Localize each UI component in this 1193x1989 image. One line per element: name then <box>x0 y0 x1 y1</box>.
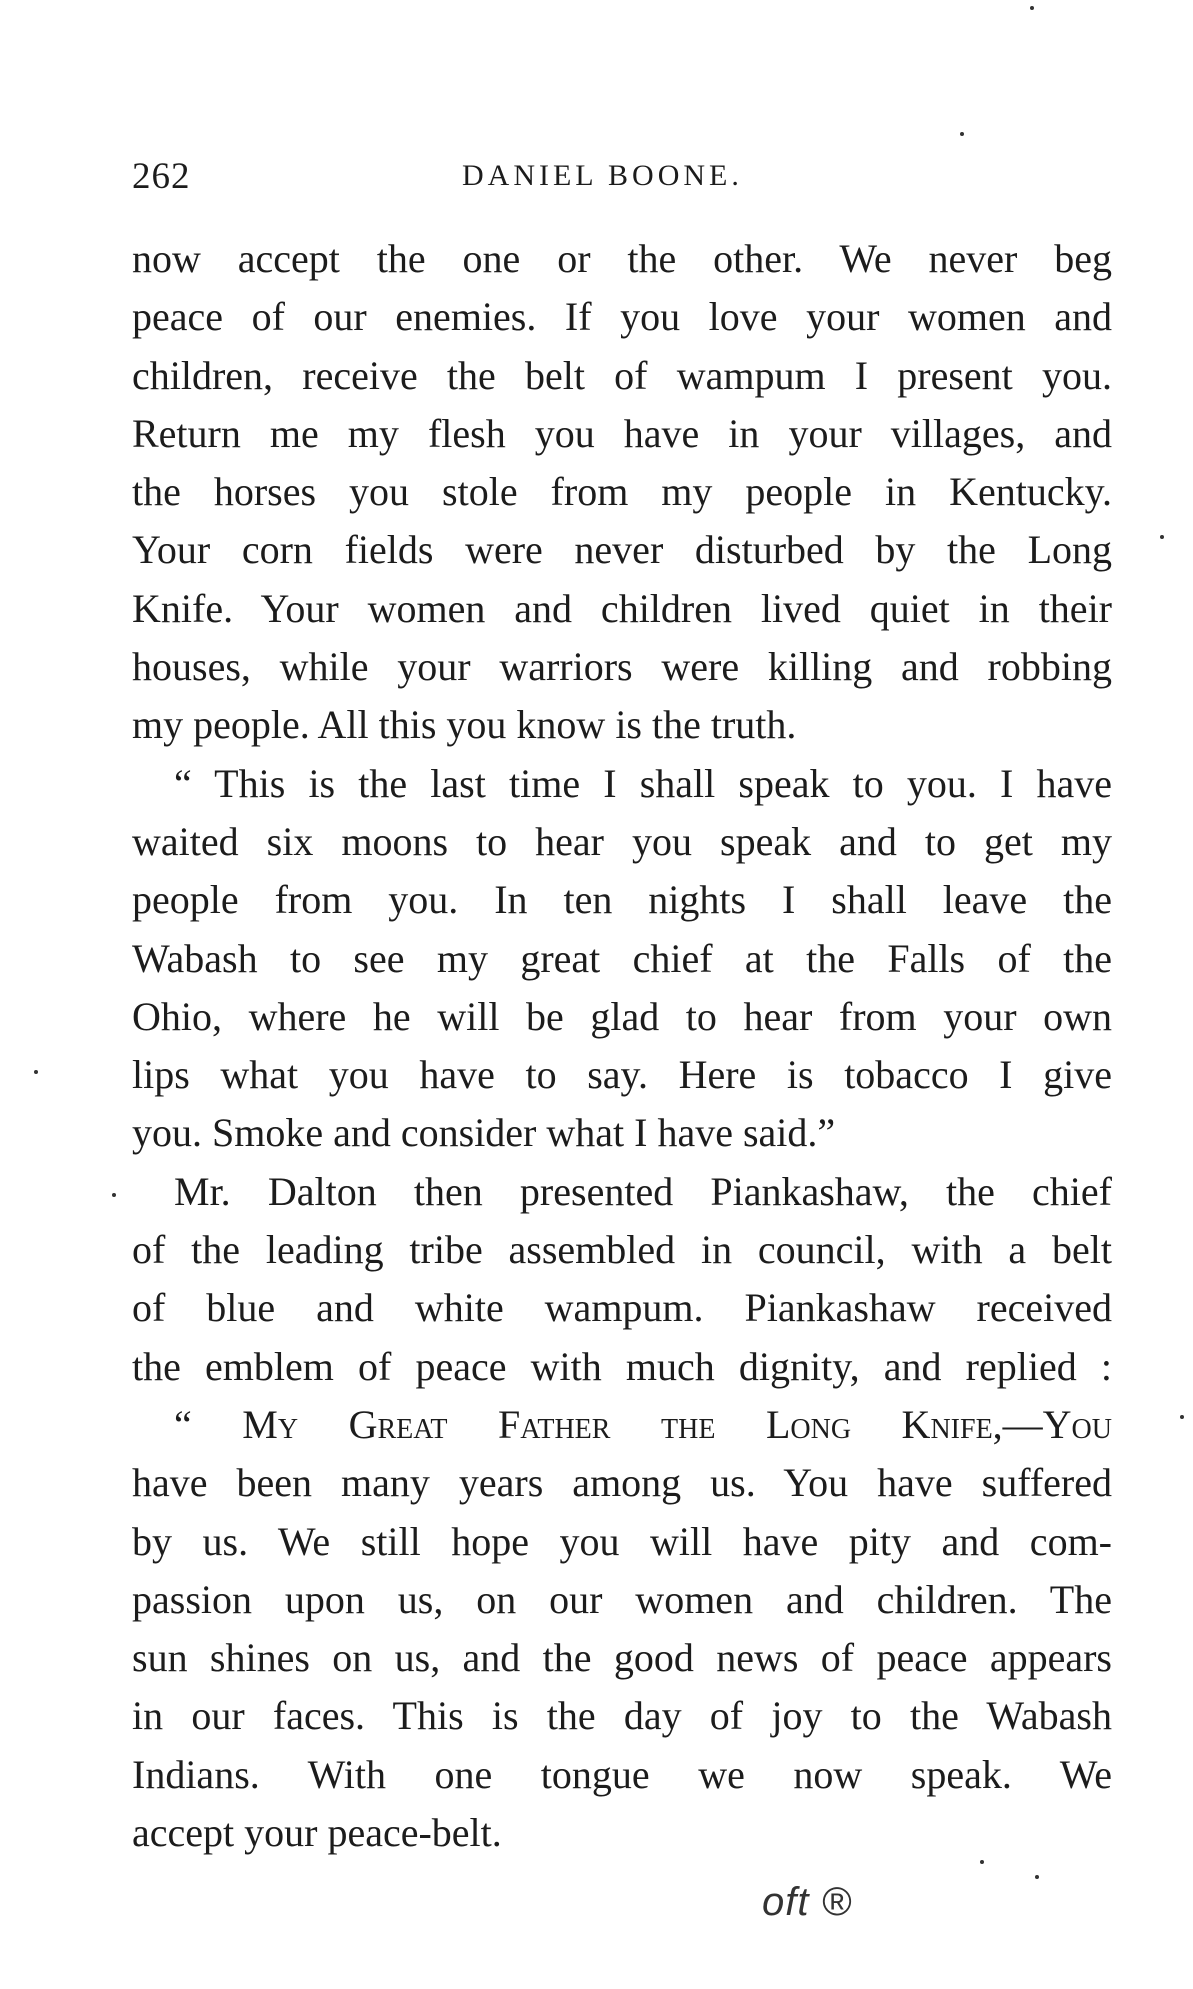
scan-speck <box>960 132 964 136</box>
text-line: Indians. With one tongue we now speak. We <box>132 1751 1112 1797</box>
text-line: the emblem of peace with much dignity, and replied : <box>132 1343 1112 1389</box>
page-header <box>132 155 1112 207</box>
text-line: Ohio, where he will be glad to hear from your own <box>132 993 1112 1039</box>
scan-speck <box>1160 535 1164 539</box>
text-line: people from you. In ten nights I shall leave the <box>132 877 1112 923</box>
text-line: my people. All this you know is the truth. <box>132 702 797 748</box>
text-line: by us. We still hope you will have pity and com- <box>132 1518 1112 1564</box>
text-line: the horses you stole from my people in Kentucky. <box>132 469 1112 515</box>
text-line: have been many years among us. You have suffered <box>132 1460 1112 1506</box>
text-line: Return me my flesh you have in your villages, and <box>132 410 1112 456</box>
text-line: “ This is the last time I shall speak to you. I have <box>174 760 1112 806</box>
running-head: DANIEL BOONE. <box>462 159 743 192</box>
text-line: children, receive the belt of wampum I present you. <box>132 352 1112 398</box>
text-line: Mr. Dalton then presented Piankashaw, the chief <box>174 1168 1112 1214</box>
text-line: now accept the one or the other. We never beg <box>132 236 1112 281</box>
page-number: 262 <box>132 156 191 197</box>
scan-speck <box>112 1193 116 1197</box>
text-line: of blue and white wampum. Piankashaw received <box>132 1285 1112 1331</box>
text-line: in our faces. This is the day of joy to the Wabash <box>132 1693 1112 1739</box>
text-line: accept your peace-belt. <box>132 1810 502 1856</box>
text-line: Your corn fields were never disturbed by the Long <box>132 527 1112 573</box>
scan-speck <box>980 1860 984 1864</box>
body-text <box>132 230 1112 1862</box>
text-line: you. Smoke and consider what I have said.” <box>132 1110 836 1156</box>
watermark: oft ® <box>762 1880 853 1924</box>
scan-speck <box>1030 6 1034 10</box>
text-line: sun shines on us, and the good news of peace appears <box>132 1635 1112 1681</box>
scan-speck <box>1035 1875 1039 1879</box>
scan-speck <box>1180 1415 1184 1419</box>
text-line: of the leading tribe assembled in council, with a belt <box>132 1227 1112 1273</box>
scan-speck <box>34 1070 38 1074</box>
text-line: houses, while your warriors were killing and robbing <box>132 644 1112 690</box>
text-line: Wabash to see my great chief at the Falls of the <box>132 935 1112 981</box>
text-line: “ My Great Father the Long Knife,—You <box>174 1401 1112 1447</box>
text-line: passion upon us, on our women and children. The <box>132 1576 1112 1622</box>
text-line: lips what you have to say. Here is tobacco I give <box>132 1052 1112 1098</box>
text-line: Knife. Your women and children lived quiet in their <box>132 585 1112 631</box>
text-line: waited six moons to hear you speak and to get my <box>132 818 1112 864</box>
text-line: peace of our enemies. If you love your women and <box>132 294 1112 340</box>
